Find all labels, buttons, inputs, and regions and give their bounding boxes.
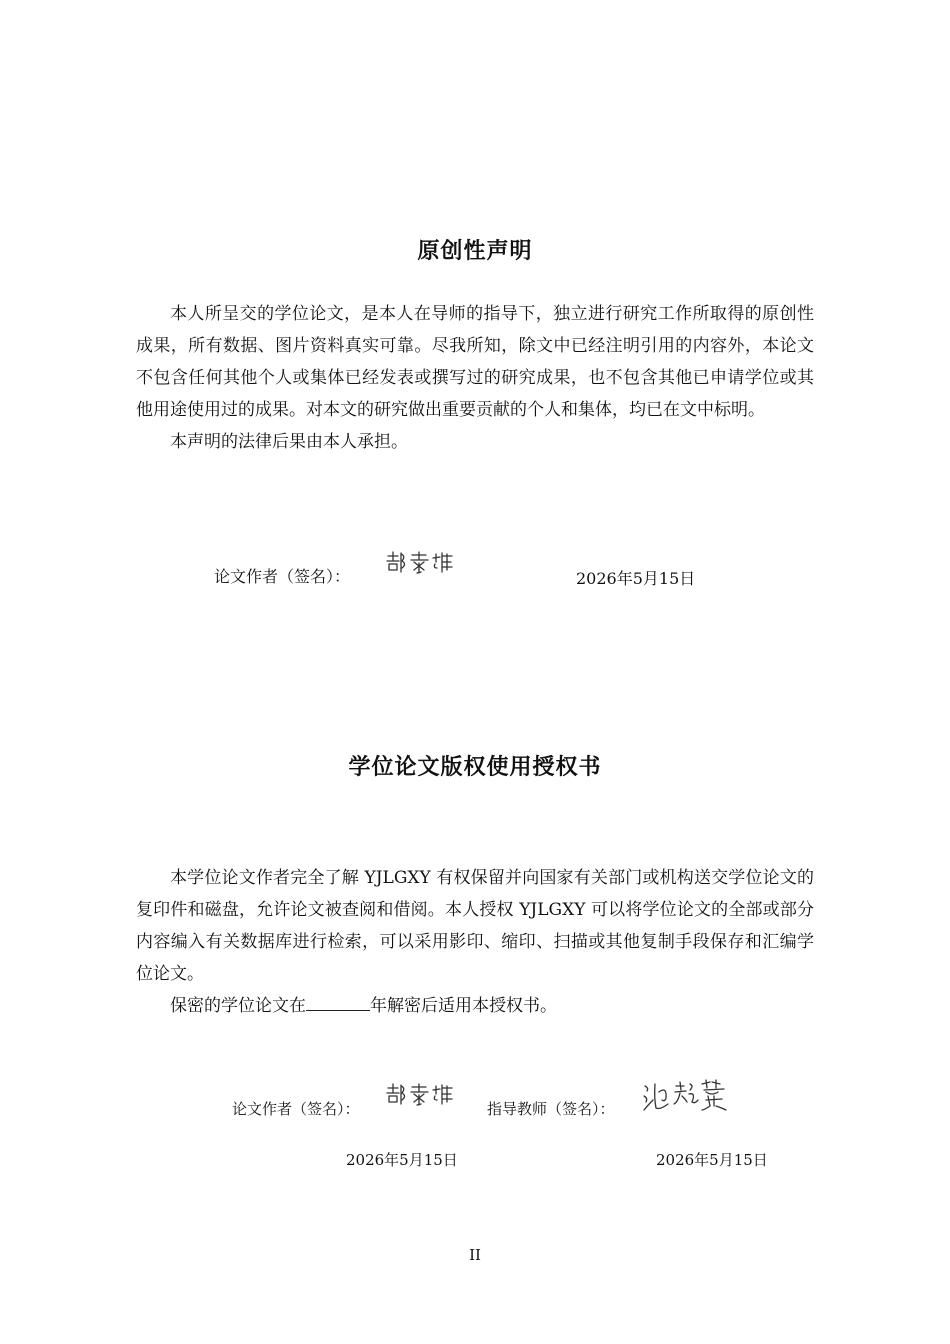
authorization-advisor-date: 2026年5月15日 [656, 1151, 768, 1169]
page-number: II [469, 1246, 481, 1264]
declaration-body [136, 298, 814, 458]
secrecy-before: 保密的学位论文在 [170, 996, 306, 1016]
declaration-date: 2026年5月15日 [576, 569, 696, 588]
declaration-title: 原创性声明 [417, 239, 533, 264]
authorization-advisor-signature [640, 1078, 732, 1114]
declaration-paragraph-2: 本声明的法律后果由本人承担。 [170, 432, 408, 452]
authorization-author-signature [384, 1082, 458, 1108]
secrecy-year-blank[interactable] [306, 992, 370, 1011]
declaration-paragraph-1: 本人所呈交的学位论文，是本人在导师的指导下，独立进行研究工作所取得的原创性成果，所有数据、图片资料真实可靠。尽我所知，除文中已经注明引用的内容外，本论文不包含任何其他个人或集体已经发表或撰写过的研究成果，也不包含其他已申请学位或其他用途使用过的成果。对本文的研究做出重要贡献的个人和集体，均已在文中标明。 [136, 304, 814, 420]
authorization-advisor-label: 指导教师（签名）： [487, 1100, 615, 1118]
authorization-paragraph-1: 本学位论文作者完全了解 YJLGXY 有权保留并向国家有关部门或机构送交学位论文的复印件和磁盘，允许论文被查阅和借阅。本人授权 YJLGXY 可以将学位论文的全部或部分内容编入有关数据库进行检索，可以采用影印、缩印、扫描或其他复制手段保存和汇编学位论文。 [136, 868, 814, 984]
authorization-body [136, 862, 814, 1022]
authorization-author-date: 2026年5月15日 [346, 1151, 458, 1169]
secrecy-after: 年解密后适用本授权书。 [370, 996, 557, 1016]
declaration-author-signature [384, 550, 458, 576]
declaration-signature-label: 论文作者（签名）： [214, 567, 351, 586]
authorization-author-label: 论文作者（签名）： [232, 1100, 360, 1118]
authorization-title: 学位论文版权使用授权书 [348, 755, 602, 780]
secrecy-line [136, 990, 814, 1022]
